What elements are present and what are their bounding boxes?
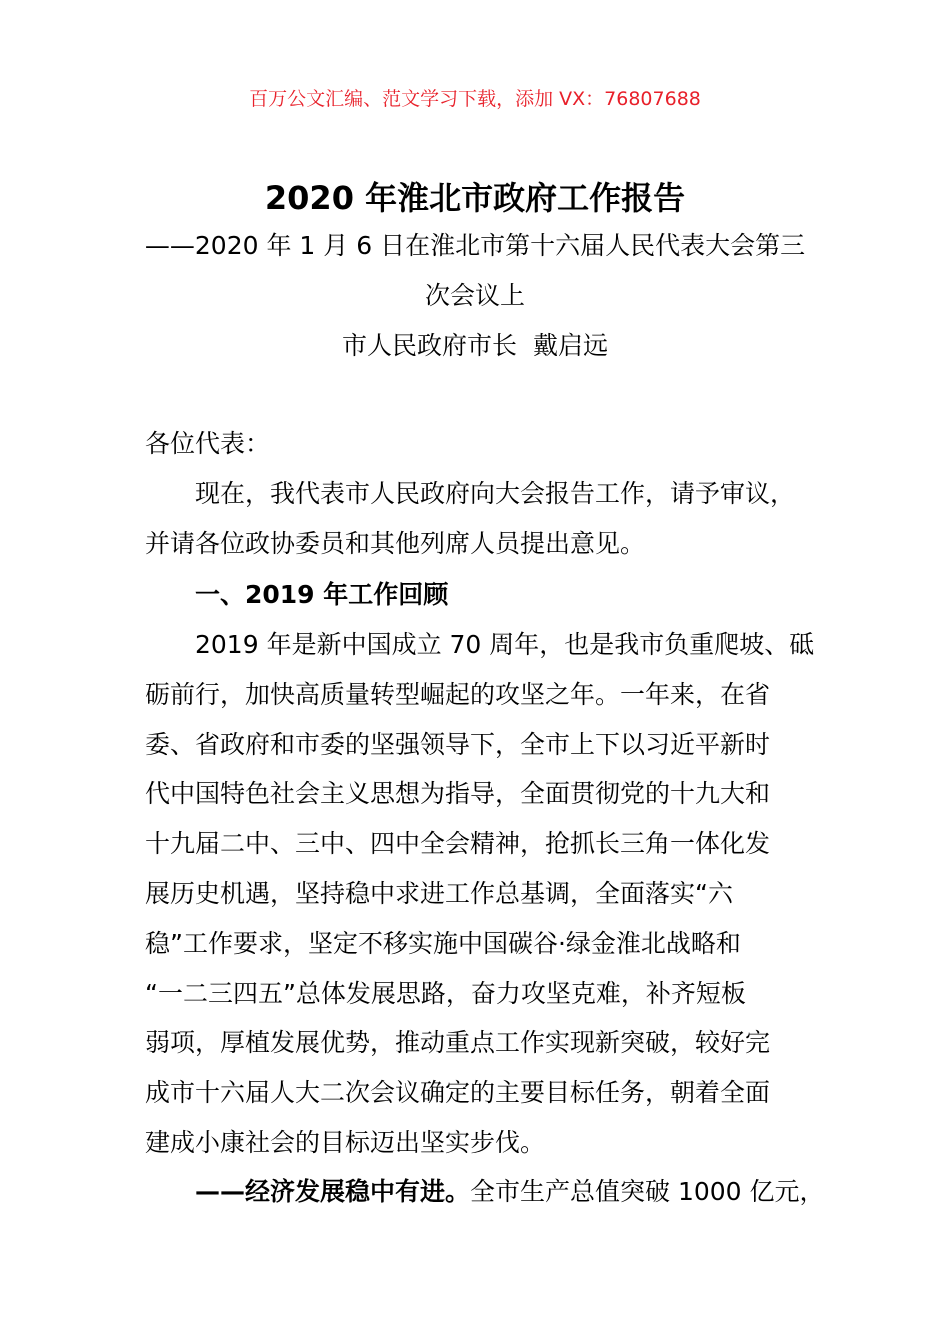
subtitle-line-1: ——2020 年 1 月 6 日在淮北市第十六届人民代表大会第三 <box>144 231 806 260</box>
author-line: 市人民政府市长 戴启远 <box>342 331 608 360</box>
review-line: 展历史机遇，坚持稳中求进工作总基调，全面落实“六 <box>145 879 733 908</box>
subtitle-line-2: 次会议上 <box>424 281 525 310</box>
economy-text: 全市生产总值突破 1000 亿元， <box>470 1177 825 1206</box>
review-line: 成市十六届人大二次会议确定的主要目标任务，朝着全面 <box>145 1078 771 1108</box>
review-line: 委、省政府和市委的坚强领导下，全市上下以习近平新时 <box>145 729 771 759</box>
economy-heading: ——经济发展稳中有进。 <box>195 1177 471 1206</box>
review-line: 2019 年是新中国成立 70 周年，也是我市负重爬坡、砥 <box>195 630 815 659</box>
section-heading: 一、2019 年工作回顾 <box>195 580 449 609</box>
review-line: 稳”工作要求，坚定不移实施中国碳谷·绿金淮北战略和 <box>145 928 741 958</box>
review-line: 弱项，厚植发展优势，推动重点工作实现新突破，较好完 <box>145 1028 771 1058</box>
review-line: “一二三四五”总体发展思路，奋力攻坚克难，补齐短板 <box>145 978 746 1008</box>
salutation: 各位代表： <box>145 429 271 458</box>
review-line: 建成小康社会的目标迈出坚实步伐。 <box>145 1128 546 1157</box>
document-title: 2020 年淮北市政府工作报告 <box>264 179 686 217</box>
intro-line: 并请各位政协委员和其他列席人员提出意见。 <box>145 529 646 558</box>
economy-line <box>195 1177 825 1207</box>
watermark-text: 百万公文汇编、范文学习下载，添加 VX：76807688 <box>249 88 701 110</box>
review-line: 砺前行，加快高质量转型崛起的攻坚之年。一年来，在省 <box>145 679 771 709</box>
review-line: 代中国特色社会主义思想为指导，全面贯彻党的十九大和 <box>145 779 771 809</box>
intro-line: 现在，我代表市人民政府向大会报告工作，请予审议， <box>195 479 796 508</box>
review-line: 十九届二中、三中、四中全会精神，抢抓长三角一体化发 <box>145 829 771 859</box>
